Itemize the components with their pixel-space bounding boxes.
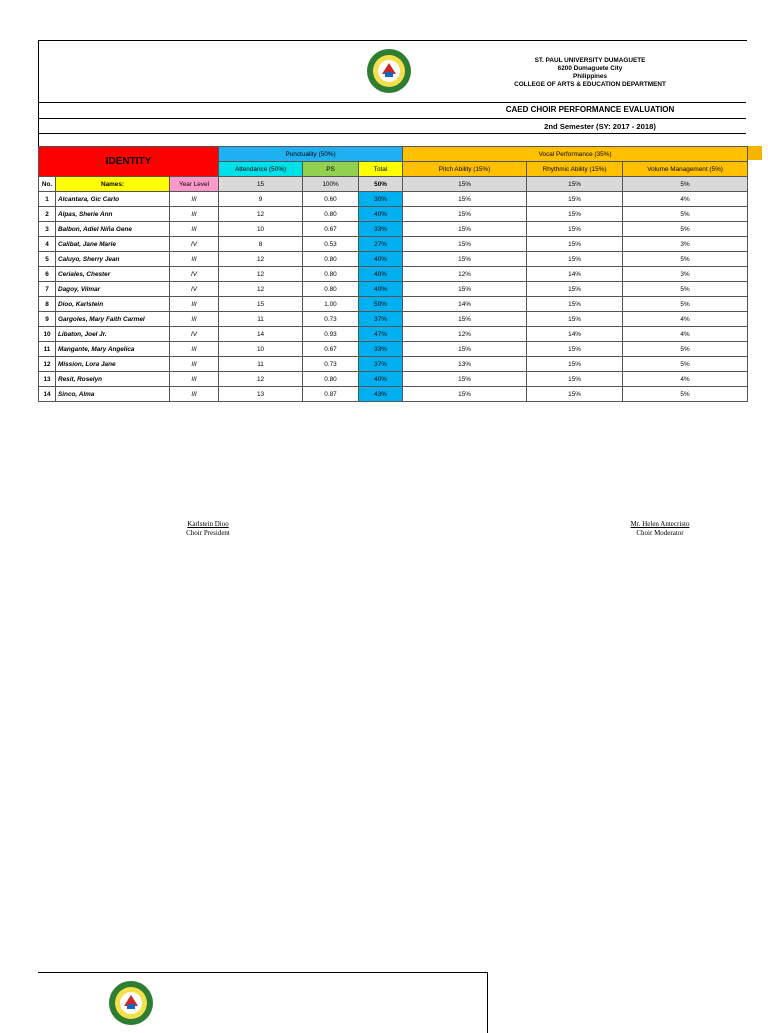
department-name: COLLEGE OF ARTS & EDUCATION DEPARTMENT bbox=[514, 81, 666, 88]
table-row bbox=[39, 297, 748, 312]
row-rhythmic: 15% bbox=[527, 282, 623, 297]
col-attendance: Attendance (50%) bbox=[219, 162, 303, 177]
row-volume: 5% bbox=[623, 222, 748, 237]
divider bbox=[38, 102, 746, 103]
row-pitch: 15% bbox=[403, 387, 527, 402]
col-ps: PS bbox=[303, 162, 359, 177]
row-no: 6 bbox=[39, 267, 56, 282]
row-total: 33% bbox=[359, 222, 403, 237]
row-no: 11 bbox=[39, 342, 56, 357]
row-ps: 0.73 bbox=[303, 312, 359, 327]
table-row bbox=[39, 387, 748, 402]
row-pitch: 13% bbox=[403, 357, 527, 372]
signature-left-role: Choir President bbox=[186, 529, 230, 537]
row-no: 3 bbox=[39, 222, 56, 237]
row-rhythmic: 14% bbox=[527, 327, 623, 342]
row-rhythmic: 15% bbox=[527, 387, 623, 402]
row-no: 7 bbox=[39, 282, 56, 297]
row-total: 40% bbox=[359, 282, 403, 297]
row-pitch: 15% bbox=[403, 312, 527, 327]
row-no: 2 bbox=[39, 207, 56, 222]
max-total: 50% bbox=[359, 177, 403, 192]
row-attendance: 8 bbox=[219, 237, 303, 252]
row-total: 37% bbox=[359, 312, 403, 327]
university-seal-icon bbox=[108, 980, 154, 1026]
row-no: 10 bbox=[39, 327, 56, 342]
row-pitch: 15% bbox=[403, 342, 527, 357]
row-no: 14 bbox=[39, 387, 56, 402]
row-ps: 0.80 bbox=[303, 267, 359, 282]
row-year: III bbox=[170, 252, 219, 267]
row-total: 43% bbox=[359, 387, 403, 402]
row-year: III bbox=[170, 192, 219, 207]
row-no: 13 bbox=[39, 372, 56, 387]
row-year: IV bbox=[170, 282, 219, 297]
row-attendance: 10 bbox=[219, 222, 303, 237]
row-ps: 0.53 bbox=[303, 237, 359, 252]
row-total: 40% bbox=[359, 252, 403, 267]
divider bbox=[38, 133, 746, 134]
row-name: Mangante, Mary Angelica bbox=[56, 342, 170, 357]
table-row bbox=[39, 342, 748, 357]
row-rhythmic: 15% bbox=[527, 252, 623, 267]
row-ps: 0.73 bbox=[303, 357, 359, 372]
row-ps: 0.80 bbox=[303, 207, 359, 222]
row-year: IV bbox=[170, 237, 219, 252]
row-total: 50% bbox=[359, 297, 403, 312]
row-name: Calibat, Jane Marie bbox=[56, 237, 170, 252]
row-attendance: 12 bbox=[219, 252, 303, 267]
table-row bbox=[39, 222, 748, 237]
row-year: III bbox=[170, 357, 219, 372]
row-no: 12 bbox=[39, 357, 56, 372]
row-volume: 3% bbox=[623, 267, 748, 282]
row-volume: 3% bbox=[623, 237, 748, 252]
row-year: IV bbox=[170, 327, 219, 342]
col-no: No. bbox=[39, 177, 56, 192]
row-no: 9 bbox=[39, 312, 56, 327]
table-row bbox=[39, 282, 748, 297]
row-volume: 4% bbox=[623, 192, 748, 207]
row-volume: 5% bbox=[623, 387, 748, 402]
row-attendance: 14 bbox=[219, 327, 303, 342]
row-rhythmic: 15% bbox=[527, 297, 623, 312]
row-ps: 0.67 bbox=[303, 342, 359, 357]
row-total: 40% bbox=[359, 372, 403, 387]
col-rhythmic: Rhythmic Ability (15%) bbox=[527, 162, 623, 177]
row-rhythmic: 15% bbox=[527, 192, 623, 207]
table-row bbox=[39, 207, 748, 222]
table-row bbox=[39, 357, 748, 372]
row-name: Caluyo, Sherry Jean bbox=[56, 252, 170, 267]
row-total: 37% bbox=[359, 357, 403, 372]
row-attendance: 10 bbox=[219, 342, 303, 357]
group-punctuality: Punctuality (50%) bbox=[219, 147, 403, 162]
row-ps: 0.80 bbox=[303, 252, 359, 267]
signature-right-role: Choir Moderator bbox=[636, 529, 684, 537]
divider bbox=[38, 40, 39, 146]
row-volume: 5% bbox=[623, 357, 748, 372]
evaluation-table bbox=[38, 146, 748, 402]
col-year: Year Level bbox=[170, 177, 219, 192]
row-attendance: 11 bbox=[219, 357, 303, 372]
row-pitch: 15% bbox=[403, 372, 527, 387]
page-title: CAED CHOIR PERFORMANCE EVALUATION bbox=[505, 105, 675, 114]
table-row bbox=[39, 192, 748, 207]
row-year: III bbox=[170, 387, 219, 402]
row-volume: 5% bbox=[623, 342, 748, 357]
table-row bbox=[39, 372, 748, 387]
row-volume: 5% bbox=[623, 297, 748, 312]
row-total: 30% bbox=[359, 192, 403, 207]
row-name: Libaton, Joel Jr. bbox=[56, 327, 170, 342]
university-address: 6200 Dumaguete City bbox=[557, 65, 623, 72]
row-name: Resit, Roselyn bbox=[56, 372, 170, 387]
row-rhythmic: 15% bbox=[527, 237, 623, 252]
university-name: ST. PAUL UNIVERSITY DUMAGUETE bbox=[534, 57, 646, 64]
row-attendance: 12 bbox=[219, 267, 303, 282]
row-no: 1 bbox=[39, 192, 56, 207]
row-name: Ceriales, Chester bbox=[56, 267, 170, 282]
row-no: 5 bbox=[39, 252, 56, 267]
row-attendance: 11 bbox=[219, 312, 303, 327]
max-ps: 100% bbox=[303, 177, 359, 192]
row-year: III bbox=[170, 207, 219, 222]
row-rhythmic: 15% bbox=[527, 312, 623, 327]
row-total: 27% bbox=[359, 237, 403, 252]
row-total: 40% bbox=[359, 267, 403, 282]
row-rhythmic: 15% bbox=[527, 222, 623, 237]
signature-right bbox=[600, 520, 720, 538]
row-total: 33% bbox=[359, 342, 403, 357]
col-volume: Volume Management (5%) bbox=[623, 162, 748, 177]
row-name: Dagoy, Vilmar bbox=[56, 282, 170, 297]
max-rhythmic: 15% bbox=[527, 177, 623, 192]
row-attendance: 12 bbox=[219, 282, 303, 297]
university-info bbox=[470, 57, 710, 89]
table-row bbox=[39, 327, 748, 342]
group-identity: IDENTITY bbox=[39, 147, 219, 177]
row-year: IV bbox=[170, 267, 219, 282]
max-attendance: 15 bbox=[219, 177, 303, 192]
row-pitch: 15% bbox=[403, 237, 527, 252]
row-no: 8 bbox=[39, 297, 56, 312]
row-name: Alcantara, Gic Carlo bbox=[56, 192, 170, 207]
row-attendance: 15 bbox=[219, 297, 303, 312]
row-pitch: 15% bbox=[403, 207, 527, 222]
row-total: 47% bbox=[359, 327, 403, 342]
university-seal-icon bbox=[366, 48, 412, 94]
row-ps: 0.67 bbox=[303, 222, 359, 237]
row-attendance: 9 bbox=[219, 192, 303, 207]
row-year: III bbox=[170, 297, 219, 312]
row-ps: 0.80 bbox=[303, 372, 359, 387]
divider bbox=[38, 118, 746, 119]
row-name: Balbon, Adiel Niña Gene bbox=[56, 222, 170, 237]
row-name: Dioo, Karlstein bbox=[56, 297, 170, 312]
table-row bbox=[39, 267, 748, 282]
row-attendance: 12 bbox=[219, 372, 303, 387]
table-row bbox=[39, 237, 748, 252]
row-volume: 4% bbox=[623, 372, 748, 387]
max-pitch: 15% bbox=[403, 177, 527, 192]
row-ps: 0.60 bbox=[303, 192, 359, 207]
row-pitch: 15% bbox=[403, 252, 527, 267]
row-name: Sinco, Alma bbox=[56, 387, 170, 402]
group-vocal: Vocal Performance (35%) bbox=[403, 147, 748, 162]
row-ps: 0.87 bbox=[303, 387, 359, 402]
signature-left bbox=[160, 520, 256, 538]
row-rhythmic: 14% bbox=[527, 267, 623, 282]
row-volume: 5% bbox=[623, 282, 748, 297]
row-attendance: 12 bbox=[219, 207, 303, 222]
orange-tab bbox=[746, 146, 762, 160]
row-ps: 1.00 bbox=[303, 297, 359, 312]
row-pitch: 15% bbox=[403, 282, 527, 297]
row-volume: 4% bbox=[623, 327, 748, 342]
row-ps: 0.80 bbox=[303, 282, 359, 297]
row-attendance: 13 bbox=[219, 387, 303, 402]
col-total: Total bbox=[359, 162, 403, 177]
row-year: III bbox=[170, 372, 219, 387]
row-pitch: 12% bbox=[403, 327, 527, 342]
row-rhythmic: 15% bbox=[527, 372, 623, 387]
university-country: Philippines bbox=[572, 73, 608, 80]
col-names: Names: bbox=[56, 177, 170, 192]
signature-right-name: Mr. Helen Antecristo bbox=[630, 520, 690, 528]
row-no: 4 bbox=[39, 237, 56, 252]
table-row bbox=[39, 252, 748, 267]
row-year: III bbox=[170, 222, 219, 237]
row-ps: 0.93 bbox=[303, 327, 359, 342]
row-rhythmic: 15% bbox=[527, 357, 623, 372]
max-volume: 5% bbox=[623, 177, 748, 192]
row-pitch: 15% bbox=[403, 222, 527, 237]
row-year: III bbox=[170, 312, 219, 327]
row-pitch: 14% bbox=[403, 297, 527, 312]
signature-left-name: Karlstein Dioo bbox=[187, 520, 229, 528]
row-year: III bbox=[170, 342, 219, 357]
row-volume: 4% bbox=[623, 312, 748, 327]
col-pitch: Pitch Ability (15%) bbox=[403, 162, 527, 177]
semester-label: 2nd Semester (SY: 2017 - 2018) bbox=[544, 122, 656, 131]
row-volume: 5% bbox=[623, 207, 748, 222]
row-volume: 5% bbox=[623, 252, 748, 267]
row-total: 40% bbox=[359, 207, 403, 222]
row-name: Alpas, Sherie Ann bbox=[56, 207, 170, 222]
row-name: Gargoles, Mary Faith Carmel bbox=[56, 312, 170, 327]
row-pitch: 15% bbox=[403, 192, 527, 207]
table-row bbox=[39, 312, 748, 327]
row-rhythmic: 15% bbox=[527, 207, 623, 222]
row-name: Mission, Lora Jane bbox=[56, 357, 170, 372]
row-rhythmic: 15% bbox=[527, 342, 623, 357]
row-pitch: 12% bbox=[403, 267, 527, 282]
